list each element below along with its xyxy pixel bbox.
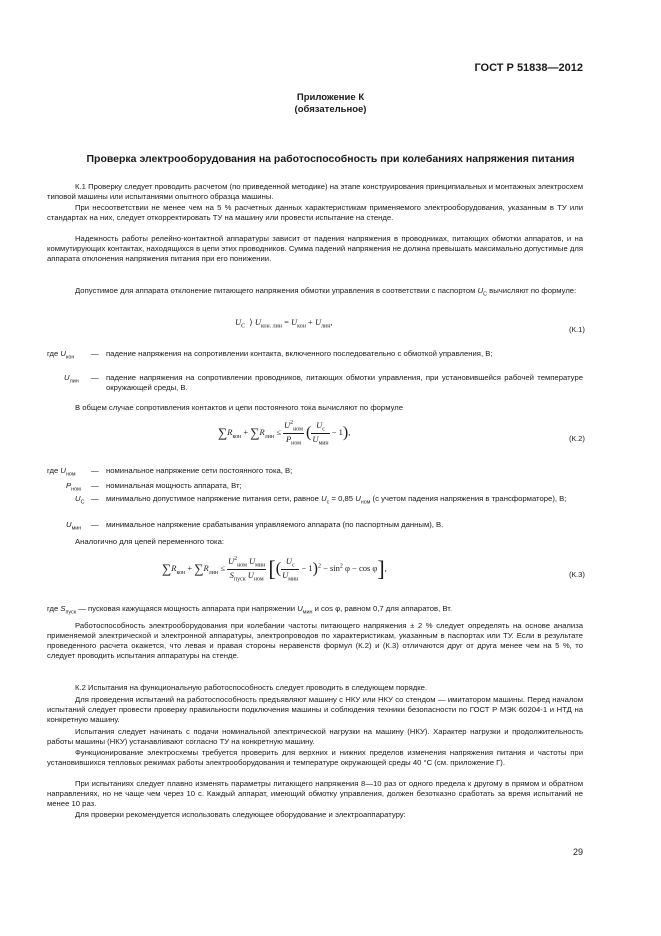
formula-number: (К.3) (568, 570, 585, 579)
paragraph-k1: К.1 Проверку следует проводить расчетом (по приведенной методике) на этапе конструирования принципиальных и монтажных электросхем типовой машины или испытаниями опытного образца машины. (47, 182, 583, 202)
formula-k3: $\sum R_{кон} + \sum R_{лин}$ ≤ $\frac{U^2_{ном} U_{мин}}{S_{пуск} U_{ном}}$ [( $\frac{U_с}{U_{мин}}$ − $1)^2 - \sin^2 \varphi - \cos \varphi$], (162, 556, 387, 583)
definition-item: где $U_{ном}$ — номинальное напряжение сети постоянного тока, В; (47, 466, 293, 478)
paragraph: Для проверки рекомендуется использовать следующее оборудование и электроаппаратуру: (75, 810, 406, 819)
definition-item: $U_{лин}$ — падение напряжения на сопротивлении проводников, питающих обмотки управления, при установившейся рабочей температуре окружающей среды, В. (64, 373, 583, 393)
definition-item: $U_С$ — минимально допустимое напряжение питания сети, равное $U_с = 0,85$ $U_{ном}$ (с учетом падения напряжения в трансформаторе), В; (75, 494, 567, 506)
formula-k1: $U_С$ ⟩ $U_{кон. лин} = U_{кон} + U_{лин}$, (235, 317, 333, 330)
paragraph: В общем случае сопротивления контактов и цепи постоянного тока вычисляют по формуле (75, 403, 404, 412)
paragraph: При несоответствии не менее чем на 5 % расчетных данных характеристикам применяемого электрооборудования, указанным в ТУ или стандартах на них, следует откорректировать ТУ на машину или провести испытание на стенде. (47, 203, 583, 223)
paragraph: Допустимое для аппарата отклонение питающего напряжения обмотки управления в соответствии с паспортом $U_С$ вычисляют по формуле: (75, 286, 577, 298)
paragraph-k2: К.2 Испытания на функциональную работоспособность следует проводить в следующем порядке. (75, 683, 428, 692)
appendix-status: (обязательное) (294, 104, 367, 115)
formula-number: (К.2) (568, 434, 585, 443)
paragraph: Аналогично для цепей переменного тока: (75, 537, 225, 546)
definition-item: где $S_{пуск}$ — пусковая кажущаяся мощность аппарата при напряжении $U_{мин}$ и cos φ, равном 0,7 для аппаратов, Вт. (47, 604, 453, 616)
definition-item: $U_{мин}$ — минимальное напряжение срабатывания управляемого аппарата (по паспортным данным), В. (66, 520, 444, 532)
paragraph: Надежность работы релейно-контактной аппаратуры зависит от падения напряжения в проводниках, питающих обмотки аппаратов, и на коммутирующих контактах, находящихся в цепи этих проводников. Сумма падений напряжения не должна превышать максимально допустимые для аппарата отклонения напряжения питания при его понижении. (47, 234, 583, 264)
paragraph: Функционирование электросхемы требуется проверить для верхних и нижних пределов изменения напряжения питания и частоты при установившихся тепловых режимах работы электрооборудования и температуре окружающей среды 40 °С (см. приложение Г). (47, 748, 583, 768)
paragraph: При испытаниях следует плавно изменять параметры питающего напряжения 8—10 раз от одного предела к другому в прямом и обратном направлениях, но не чаще чем через 10 с. Каждый аппарат, имеющий обмотку управления, должен безотказно сработать за время испытаний не менее 10 раз. (47, 779, 583, 809)
paragraph: Для проведения испытаний на работоспособность предъявляют машину с НКУ или НКУ со стендом — имитатором машины. Перед началом испытаний следует провести проверку правильности подключения машины и соблюдения техники безопасности по ГОСТ Р МЭК 60204-1 и НТД на конкретную машину. (47, 695, 583, 725)
formula-number: (К.1) (568, 325, 585, 334)
section-title: Проверка электрооборудования на работоспособность при колебаниях напряжения питания (86, 153, 575, 165)
paragraph: Испытания следует начинать с подачи номинальной электрической нагрузки на машину (НКУ). Характер нагрузки и продолжительность работы машины (НКУ) устанавливают согласно ТУ на конкретную машину. (47, 727, 583, 747)
definition-item: $P_{ном}$ — номинальная мощность аппарата, Вт; (66, 481, 242, 493)
appendix-label: Приложение К (296, 92, 365, 103)
standard-header: ГОСТ Р 51838—2012 (474, 62, 583, 74)
formula-k2: $\sum R_{кон} + \sum R_{лин}$ ≤ $\frac{U^2_{ном}}{P_{ном}}$ ( $\frac{U_с}{U_{мин}}$ − 1), (218, 420, 351, 447)
paragraph: Работоспособность электрооборудования при колебании частоты питающего напряжения ± 2 % следует определять на основе анализа применяемой электрической и электронной аппаратуры, электропроводов по характеристикам, указанным в паспортах или ТУ. Если в результате проведенного расчета окажется, что левая и правая стороны неравенств формул (К.2) и (К.3) отличаются друг от друга менее чем на 5 %, то следует проводить испытания аппаратуры на стенде. (47, 621, 583, 661)
page-number: 29 (572, 847, 583, 857)
definition-item: где $U_{кон}$ — падение напряжения на сопротивлении контакта, включенного последовательно с обмоткой управления, В; (47, 349, 493, 361)
